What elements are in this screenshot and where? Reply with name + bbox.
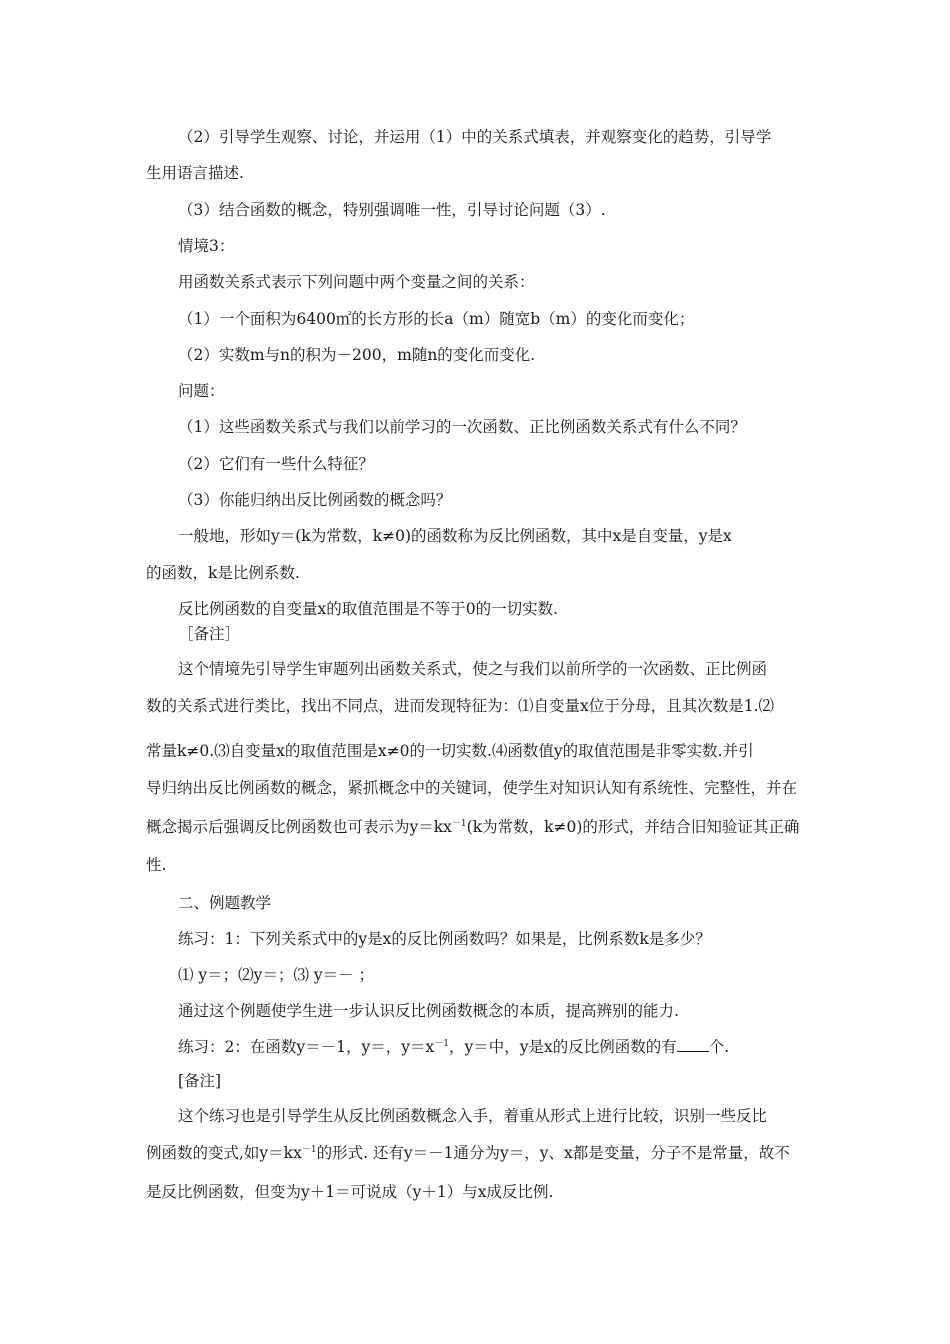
- text-line: （3）你能归纳出反比例函数的概念吗？: [178, 491, 452, 509]
- section-note-label: [备注]: [178, 1072, 222, 1090]
- text-line: 一般地，形如y＝(k为常数，k≠0)的函数称为反比例函数，其中x是自变量，y是x: [178, 527, 732, 545]
- text-line: 生用语言描述.: [146, 164, 244, 182]
- text-line: 常量k≠0.⑶自变量x的取值范围是x≠0的一切实数.⑷函数值y的取值范围是非零实数.并引: [146, 742, 754, 760]
- text-segment: (k为常数，k≠0)的形式，并结合旧知验证其正确: [466, 818, 800, 836]
- text-line: （3）结合函数的概念，特别强调唯一性，引导讨论问题（3）.: [178, 201, 606, 219]
- text-segment: 概念揭示后强调反比例函数也可表示为y＝kx: [146, 818, 452, 836]
- section-note-label: ［备注］: [178, 625, 241, 643]
- text-line: 这个练习也是引导学生从反比例函数概念入手，着重从形式上进行比较，识别一些反比: [178, 1107, 768, 1125]
- text-line: 练习：1：下列关系式中的y是x的反比例函数吗？如果是，比例系数k是多少？: [178, 930, 711, 948]
- text-line: 情境3：: [178, 237, 235, 255]
- section-heading: 二、例题教学: [178, 894, 272, 912]
- text-line: 导归纳出反比例函数的概念，紧抓概念中的关键词，使学生对知识认知有系统性、完整性，并在: [146, 779, 798, 797]
- text-line: （2）实数m与n的积为－200，m随n的变化而变化.: [178, 346, 536, 364]
- text-line: 的函数，k是比例系数.: [146, 564, 300, 582]
- text-line: 问题：: [178, 382, 225, 400]
- text-segment: 练习：2：在函数y＝－1，y＝，y＝x: [178, 1038, 435, 1056]
- text-line: 数的关系式进行类比，找出不同点，进而发现特征为：⑴自变量x位于分母，且其次数是1.⑵: [146, 697, 775, 715]
- text-line: 性.: [146, 856, 167, 874]
- text-line: ⑴ y＝；⑵y＝；⑶ y＝－ ；: [178, 966, 375, 984]
- answer-blank: [677, 1037, 709, 1052]
- superscript: －1: [451, 819, 467, 829]
- text-segment: ，y＝中，y是x的反比例函数的有: [448, 1038, 677, 1056]
- text-segment: 个.: [708, 1038, 730, 1056]
- text-line: 反比例函数的自变量x的取值范围是不等于0的一切实数.: [178, 600, 559, 618]
- text-line: 这个情境先引导学生审题列出函数关系式，使之与我们以前所学的一次函数、正比例函: [178, 660, 768, 678]
- text-line: [178, 1037, 729, 1057]
- text-line: （2）引导学生观察、讨论，并运用（1）中的关系式填表，并观察变化的趋势，引导学: [178, 128, 772, 146]
- superscript: －1: [301, 1145, 317, 1155]
- text-line: 是反比例函数，但变为y＋1＝可说成（y＋1）与x成反比例.: [146, 1183, 554, 1201]
- superscript: －1: [434, 1039, 449, 1049]
- text-line: 通过这个例题使学生进一步认识反比例函数概念的本质，提高辨别的能力.: [178, 1002, 679, 1020]
- text-line: [146, 1143, 790, 1163]
- text-line: [146, 817, 799, 837]
- text-line: （1）一个面积为6400㎡的长方形的长a（m）随宽b（m）的变化而变化；: [178, 310, 695, 328]
- text-line: 用函数关系式表示下列问题中两个变量之间的关系：: [178, 273, 535, 291]
- text-segment: 例函数的变式,如y＝kx: [146, 1144, 302, 1162]
- text-line: （2）它们有一些什么特征？: [178, 455, 374, 473]
- text-line: （1）这些函数关系式与我们以前学习的一次函数、正比例函数关系式有什么不同？: [178, 418, 746, 436]
- text-segment: 的形式. 还有y＝－1通分为y＝，y、x都是变量，分子不是常量，故不: [316, 1144, 790, 1162]
